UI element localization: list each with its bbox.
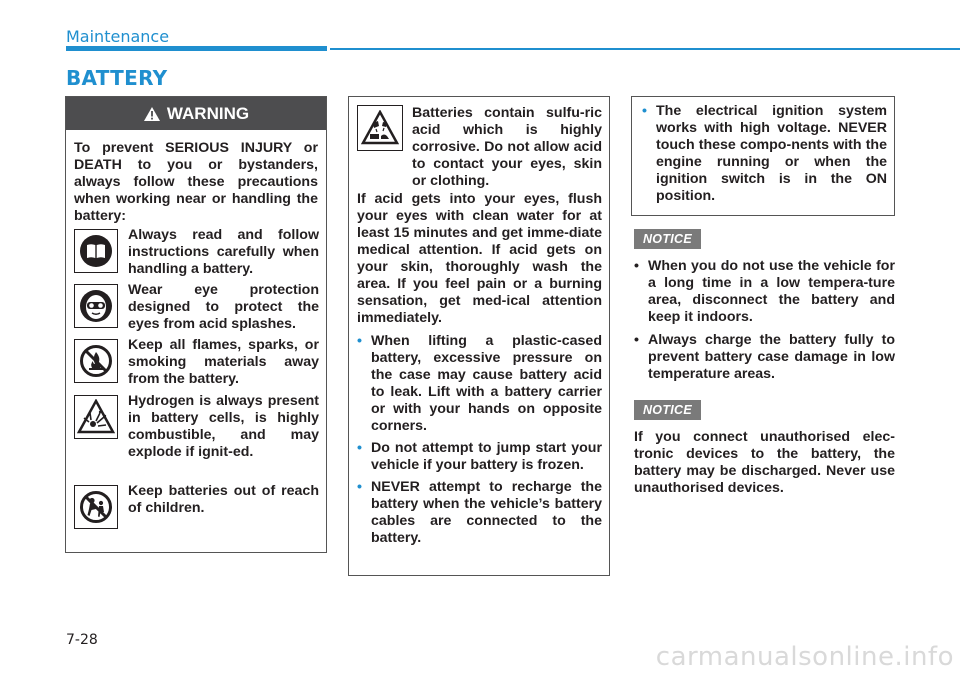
warning-triangle-icon xyxy=(143,106,161,122)
warning-item-text: Keep all flames, sparks, or smoking materials away from the battery. xyxy=(128,337,319,387)
section-label: Maintenance xyxy=(66,27,170,46)
bullet-dot-icon: • xyxy=(642,103,647,119)
warning-header xyxy=(66,97,326,130)
list-item: • When lifting a plastic-cased battery, excessive pressure on the case may cause battery acid to leak. Lift with a battery carrier or with your hands on opposite corners. xyxy=(357,333,602,434)
list-item: • Always charge the battery fully to prevent battery case damage in low temperature areas. xyxy=(634,332,895,382)
warning-item xyxy=(74,337,320,391)
notice-list xyxy=(634,258,895,389)
watermark: carmanualsonline.info xyxy=(655,642,954,672)
list-item: • The electrical ignition system works with high voltage. NEVER touch these compo-nents with the engine running or when the ignition switch is in the ON position. xyxy=(642,103,887,204)
bullet-dot-icon: • xyxy=(634,258,639,274)
warning-item-text: Always read and follow instructions carefully when handling a battery. xyxy=(128,227,319,277)
warning-item xyxy=(74,227,320,281)
notice-badge: NOTICE xyxy=(634,400,701,420)
warning-item xyxy=(74,393,320,460)
bullet-dot-icon: • xyxy=(357,440,362,456)
acid-warning-row xyxy=(357,103,602,191)
warning-item-text: Hydrogen is always present in battery cells, is highly combustible, and may explode if ignit-ed. xyxy=(128,393,319,460)
keep-away-children-icon xyxy=(74,485,118,529)
page-number: 7-28 xyxy=(66,632,98,648)
eye-protection-icon xyxy=(74,284,118,328)
list-item: • Do not attempt to jump start your vehicle if your battery is frozen. xyxy=(357,440,602,473)
warning-item xyxy=(74,483,320,537)
warning-title: WARNING xyxy=(166,103,250,123)
corrosive-acid-icon xyxy=(357,105,403,151)
manual-book-icon xyxy=(74,229,118,273)
list-item: • When you do not use the vehicle for a long time in a low tempera-ture area, disconnect the battery and keep it indoors. xyxy=(634,258,895,325)
warning-box xyxy=(65,96,327,553)
list-item: • NEVER attempt to recharge the battery when the vehicle’s battery cables are connected to the battery. xyxy=(357,479,602,546)
acid-first-aid-paragraph: If acid gets into your eyes, flush your eyes with clean water for at least 15 minutes and get imme-diate medical attention. If acid gets on your skin, thoroughly wash the area. If you feel pain or a burning sensation, get med-ical attention immediately. xyxy=(357,191,602,326)
notice-badge: NOTICE xyxy=(634,229,701,249)
warning-item xyxy=(74,282,320,336)
acid-warning-box xyxy=(348,96,610,576)
bullet-dot-icon: • xyxy=(357,333,362,349)
warning-item-text: Keep batteries out of reach of children. xyxy=(128,483,319,516)
explosive-icon xyxy=(74,395,118,439)
bullet-dot-icon: • xyxy=(357,479,362,495)
high-voltage-warning-box xyxy=(631,96,895,216)
notice-paragraph: If you connect unauthorised elec-tronic devices to the battery, the battery may be discharged. Never use unauthorised devices. xyxy=(634,429,895,496)
warning-item-text: Wear eye protection designed to protect the eyes from acid splashes. xyxy=(128,282,319,332)
warning-intro: To prevent SERIOUS INJURY or DEATH to you or bystanders, always follow these precautions when working near or handling the battery: xyxy=(74,140,318,224)
header-rule-thick xyxy=(66,46,327,51)
no-flame-icon xyxy=(74,339,118,383)
bullet-dot-icon: • xyxy=(634,332,639,348)
header-rule-thin xyxy=(330,48,960,50)
page-heading: BATTERY xyxy=(66,66,168,90)
acid-warning-text: Batteries contain sulfu-ric acid which is highly corrosive. Do not allow acid to contact your eyes, skin or clothing. xyxy=(412,105,602,189)
